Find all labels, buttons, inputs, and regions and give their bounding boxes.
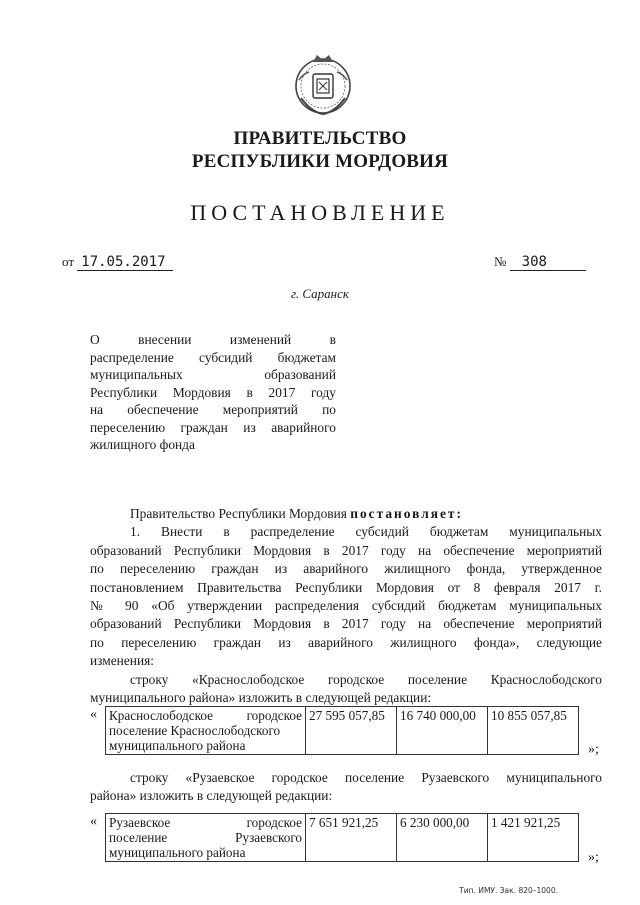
item1-line: образований Республики Мордовия в 2017 году на обеспечение мероприятий	[90, 542, 602, 558]
subject-line: муниципальных образований	[90, 367, 336, 382]
table1-name-line: муниципального района	[109, 738, 246, 753]
print-mark: Тип. ИМУ. Зак. 820–1000.	[459, 886, 558, 895]
table2-close: »;	[588, 850, 599, 865]
table2	[105, 813, 579, 862]
date-prefix: от	[62, 254, 75, 269]
table2-value-cell: 1 421 921,25	[488, 814, 579, 862]
subject-line: Республики Мордовия в 2017 году	[90, 384, 336, 400]
number-prefix: №	[494, 254, 507, 269]
table1-name-cell	[106, 707, 306, 755]
table1-open-quote: «	[90, 707, 97, 722]
table2-name-line: Рузаевское городское	[109, 815, 302, 830]
intro-line	[90, 505, 602, 523]
subject-line: жилищного фонда	[90, 437, 195, 452]
table2-name-line: муниципального района	[109, 845, 246, 860]
table1-close: »;	[588, 742, 599, 757]
subject-line: на обеспечение мероприятий по	[90, 402, 336, 417]
item1-line: постановлением Правительства Республики Мордовия от 8 февраля 2017 г.	[90, 579, 602, 595]
table-row	[106, 814, 579, 862]
item1-line: № 90 «Об утверждении распределения субсидий бюджетам муниципальных	[90, 597, 602, 613]
intro-decrees: постановляет:	[350, 506, 463, 521]
table1-name-line: поселение Краснослободского	[109, 723, 281, 738]
table1-value-cell: 16 740 000,00	[397, 707, 488, 755]
subject-block	[90, 331, 336, 454]
item1-line: образований Республики Мордовия в 2017 году на обеспечение мероприятий	[90, 616, 602, 632]
table2-value-cell: 6 230 000,00	[397, 814, 488, 862]
subject-line: О внесении изменений в	[90, 332, 336, 347]
item1-line: изменения:	[90, 653, 155, 669]
org-title-line1: ПРАВИТЕЛЬСТВО	[233, 128, 407, 149]
table2-value-cell: 7 651 921,25	[306, 814, 397, 862]
row1-intro-line: строку «Краснослободское городское поселение Краснослободского	[130, 671, 602, 687]
table1-name-line: Краснослободское городское	[109, 708, 302, 723]
item1-line: 1. Внести в распределение субсидий бюджетам муниципальных	[130, 524, 602, 540]
table2-open-quote: «	[90, 814, 97, 829]
table2-name-line: поселение Рузаевского	[109, 830, 302, 845]
coat-of-arms-emblem	[291, 52, 355, 118]
intro-text: Правительство Республики Мордовия	[130, 506, 351, 521]
table2-name-cell	[106, 814, 306, 862]
date-field	[62, 254, 173, 271]
item1-line: по переселению граждан из аварийного жилищного фонда, утвержденное	[90, 561, 602, 577]
table-row	[106, 707, 579, 755]
subject-line: распределение субсидий бюджетам	[90, 349, 336, 365]
table1-value-cell: 10 855 057,85	[488, 707, 579, 755]
decree-body	[90, 505, 602, 707]
item1-line: по переселению граждан из аварийного жилищного фонда», следующие	[90, 634, 602, 650]
table1-value-cell: 27 595 057,85	[306, 707, 397, 755]
row2-intro-line: строку «Рузаевское городское поселение Рузаевского муниципального	[130, 770, 602, 785]
number-value: 308	[510, 254, 586, 271]
org-title-line2: РЕСПУБЛИКИ МОРДОВИЯ	[191, 151, 449, 172]
row2-intro-line: района» изложить в следующей редакции:	[90, 788, 333, 804]
subject-line: переселению граждан из аварийного	[90, 419, 336, 435]
document-type: ПОСТАНОВЛЕНИЕ	[190, 200, 450, 225]
row2-intro	[90, 769, 602, 806]
table1	[105, 706, 579, 755]
row1-intro-line: муниципального района» изложить в следующей редакции:	[90, 689, 432, 705]
date-value: 17.05.2017	[77, 254, 173, 271]
number-field	[494, 254, 586, 271]
city: г. Саранск	[291, 286, 349, 301]
